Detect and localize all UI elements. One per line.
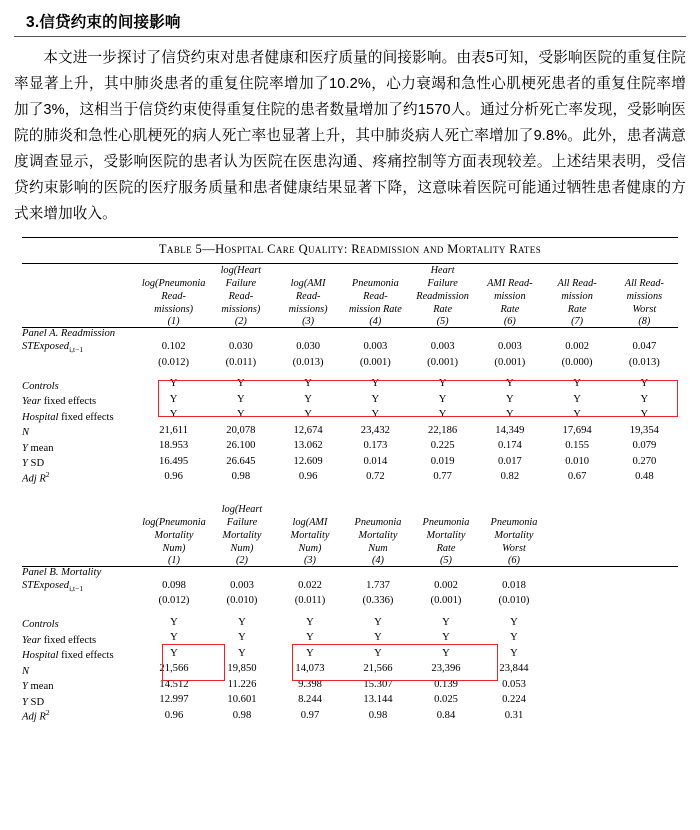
panel-a-coef-row xyxy=(22,339,678,355)
col-number-3: (3) xyxy=(302,316,315,327)
table-row: Year fixed effects Y Y Y Y Y Y xyxy=(22,632,518,646)
panel-b-se-1: (0.012) xyxy=(158,595,190,606)
heading-divider xyxy=(14,36,686,37)
col-number-8: (8) xyxy=(638,316,651,327)
table-5 xyxy=(14,237,686,723)
col-number-6: (6) xyxy=(503,316,516,327)
panel-a-table xyxy=(22,264,678,485)
col-header-b5: Pneumonia Mortality Rate xyxy=(422,516,470,554)
panel-a-se-6: (0.001) xyxy=(494,356,526,368)
panel-a-coef-2: 0.030 xyxy=(228,341,253,352)
panel-a-se-3: (0.013) xyxy=(292,356,324,368)
col-header-b6: Pneumonia Mortality Worst xyxy=(490,516,538,554)
col-header-8: All Read- missions Worst xyxy=(624,278,664,315)
panel-a-coef-5: 0.003 xyxy=(430,341,455,352)
panel-b-colnum-row xyxy=(22,555,678,566)
col-header-b3: log(AMI Mortality Num) xyxy=(290,516,330,554)
table-row: Adj $R^2$ 0.96 0.98 0.96 0.72 0.77 0.82 0.67 0.48 xyxy=(22,469,654,485)
col-number-b6: (6) xyxy=(507,554,520,566)
table-row: Year fixed effects Y Y Y Y Y Y Y Y xyxy=(22,393,649,407)
col-header-3: log(AMI Read- missions) xyxy=(288,278,328,315)
panel-a-header-row xyxy=(22,264,678,316)
panel-a-label: Panel A. Readmission xyxy=(22,328,116,339)
panel-a-coef-8: 0.047 xyxy=(632,341,657,352)
table-row: Y SD 16.495 26.645 12.609 0.014 0.019 0.017 0.010 0.270 xyxy=(22,455,657,469)
panel-a-label-row xyxy=(22,328,678,339)
table-row: Y mean 18.953 26.100 13.062 0.173 0.225 0.174 0.155 0.079 xyxy=(22,440,657,454)
col-number-b2: (2) xyxy=(235,554,248,566)
col-header-b1: log(Pneumonia Mortality Num) xyxy=(142,516,206,554)
panel-b-variable-sub: i,t−1 xyxy=(69,584,84,593)
col-header-2: log(Heart Failure Read- missions) xyxy=(220,265,262,315)
col-header-b4: Pneumonia Mortality Num xyxy=(354,516,402,554)
col-number-4: (4) xyxy=(369,316,382,327)
col-number-1: (1) xyxy=(167,316,180,327)
table-row: Controls Y Y Y Y Y Y Y Y xyxy=(22,378,649,392)
panel-a-colnum-row xyxy=(22,316,678,327)
panel-a-coef-1: 0.102 xyxy=(161,341,186,352)
panel-a-se-4: (0.001) xyxy=(359,356,391,368)
panel-b-label-row xyxy=(22,567,678,578)
panel-a-se-7: (0.000) xyxy=(561,356,593,368)
panel-b-se-2: (0.010) xyxy=(226,595,258,606)
panel-b-coef-3: 0.022 xyxy=(298,579,322,591)
panel-b-label: Panel B. Mortality xyxy=(22,566,102,578)
panel-b-se-5: (0.001) xyxy=(430,595,462,606)
panel-b-se-6: (0.010) xyxy=(498,595,530,606)
table-row: Controls Y Y Y Y Y Y xyxy=(22,616,518,630)
table-row: Y SD 12.997 10.601 8.244 13.144 0.025 0.224 xyxy=(22,694,526,708)
table-row: Y mean 14.512 11.226 9.398 15.307 0.139 0.053 xyxy=(22,678,526,692)
table-row: N 21,611 20,078 12,674 23,432 22,186 14,349 17,694 19,354 xyxy=(22,424,659,438)
panel-a-variable-sub: i,t−1 xyxy=(69,345,84,355)
col-number-5: (5) xyxy=(436,316,449,327)
col-header-5: Heart Failure Readmission Rate xyxy=(416,265,469,315)
panel-b-se-4: (0.336) xyxy=(362,595,394,606)
panel-a-se-1: (0.012) xyxy=(158,356,190,368)
panel-a-coef-3: 0.030 xyxy=(296,341,321,352)
page-title: 3.信贷约束的间接影响 xyxy=(26,14,181,31)
table-row: N 21,566 19,850 14,073 21,566 23,396 23,844 xyxy=(22,663,529,677)
panel-a-se-2: (0.011) xyxy=(225,356,257,368)
col-header-b2: log(Heart Failure Mortality Num) xyxy=(221,503,263,554)
panel-a-coef-4: 0.003 xyxy=(363,341,388,352)
col-number-b3: (3) xyxy=(303,554,316,566)
panel-a-variable: STExposed xyxy=(22,341,70,353)
col-header-1: log(Pneumonia Read- missions) xyxy=(141,278,206,315)
body-paragraph: 本文进一步探讨了信贷约束对患者健康和医疗质量的间接影响。由表5可知，受影响医院的重复住院率显著上升，其中肺炎患者的重复住院率增加了10.2%，心力衰竭和急性心肌梗死患者的重复住院率增加了3%，这相当于信贷约束使得重复住院的患者数量增加了约1570人。通过分析死亡率发现，受影响医院的肺炎和急性心肌梗死的病人死亡率也显著上升，其中肺炎病人死亡率增加了9.8%。此外，患者满意度调查显示，受影响医院的患者认为医院在医患沟通、疼痛控制等方面表现较差。上述结果表明，受信贷约束影响的医院的医疗服务质量和患者健康结果显著下降，这意味着医院可能通过牺牲患者健康的方式来增加收入。 xyxy=(14,50,686,222)
panel-a-se-5: (0.001) xyxy=(427,356,459,368)
panel-a-coef-7: 0.002 xyxy=(565,341,590,352)
panel-b-coef-6: 0.018 xyxy=(502,579,526,591)
col-header-4: Pneumonia Read- mission Rate xyxy=(348,278,402,315)
panel-a-coef-6: 0.003 xyxy=(497,341,522,352)
panel-b-se-row xyxy=(22,593,678,609)
col-number-b4: (4) xyxy=(371,554,384,566)
col-header-7: All Read- mission Rate xyxy=(557,278,597,315)
col-number-7: (7) xyxy=(571,316,584,327)
table-row: Hospital fixed effects Y Y Y Y Y Y xyxy=(22,647,518,661)
col-header-6: AMI Read- mission Rate xyxy=(487,278,533,315)
panel-b-se-3: (0.011) xyxy=(294,595,326,606)
panel-a-se-row xyxy=(22,355,678,371)
table-row: Hospital fixed effects Y Y Y Y Y Y Y Y xyxy=(22,409,649,423)
table-caption: Table 5—Hospital Care Quality: Readmission and Mortality Rates xyxy=(158,242,542,256)
panel-b-coef-2: 0.003 xyxy=(230,579,254,591)
col-number-b5: (5) xyxy=(439,554,452,566)
col-number-b1: (1) xyxy=(167,554,180,566)
panel-b-coef-5: 0.002 xyxy=(434,579,458,591)
panel-b-coef-1: 0.098 xyxy=(162,579,186,591)
panel-a-se-8: (0.013) xyxy=(628,356,660,368)
panel-b-variable: STExposed xyxy=(22,579,70,591)
col-number-2: (2) xyxy=(234,316,247,327)
panel-b-coef-row xyxy=(22,578,678,594)
panel-b-header-row xyxy=(22,503,678,555)
table-row: Adj $R^2$ 0.96 0.98 0.97 0.98 0.84 0.31 xyxy=(22,708,524,723)
panel-b-table xyxy=(22,503,678,724)
panel-b-coef-4: 1.737 xyxy=(366,579,390,591)
